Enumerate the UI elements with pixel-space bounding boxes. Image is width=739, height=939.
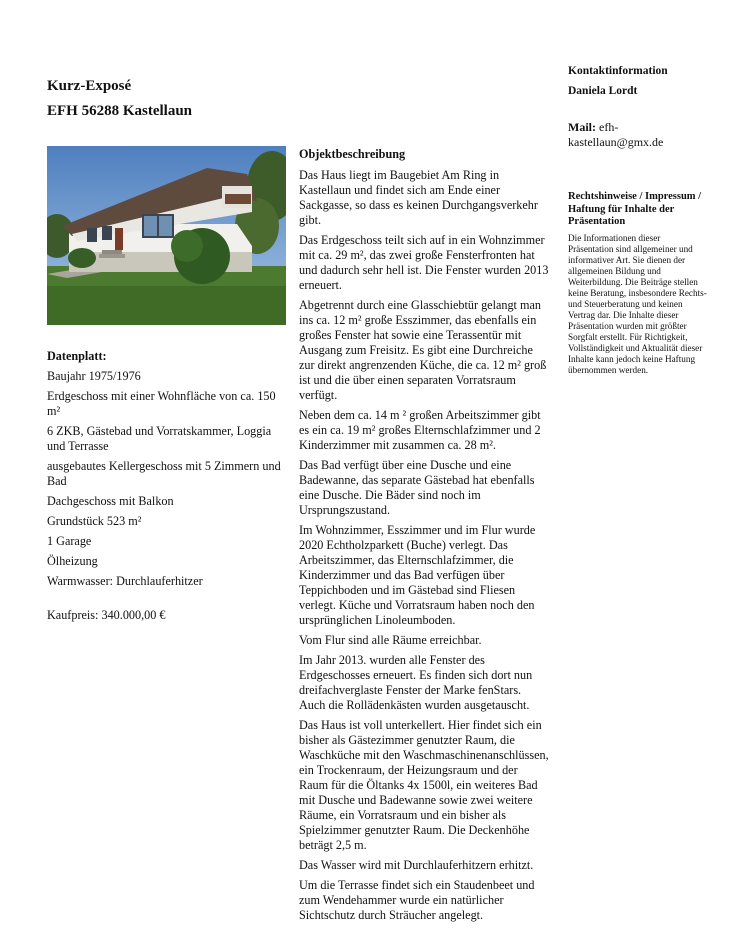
- objekt-heading: Objektbeschreibung: [299, 147, 406, 161]
- house-photo: [47, 146, 286, 325]
- datenplatt-item: Ölheizung: [47, 554, 98, 568]
- objekt-paragraph: Im Jahr 2013. wurden alle Fenster des Erdgeschosses erneuert. Es finden sich dort nun dreifachverglaste Fenster der Marke fenStars. Auch die Rollädenkästen wurden ausgetauscht.: [299, 653, 533, 712]
- document-subtitle: EFH 56288 Kastellaun: [47, 103, 193, 119]
- datenplatt-heading: Datenplatt:: [47, 349, 107, 363]
- objekt-paragraph: Um die Terrasse findet sich ein Staudenbeet und zum Wendehammer wurde ein natürlicher Sichtschutz durch Sträucher angelegt.: [299, 878, 535, 922]
- objekt-paragraph: Vom Flur sind alle Räume erreichbar.: [299, 633, 482, 647]
- legal-heading: Rechtshinweise / Impressum / Haftung für Inhalte der Präsentation: [568, 191, 702, 227]
- datenplatt-item: 6 ZKB, Gästebad und Vorratskammer, Loggia und Terrasse: [47, 424, 272, 453]
- mail-label: Mail:: [568, 120, 596, 134]
- objekt-paragraph: Abgetrennt durch eine Glasschiebtür gelangt man ins ca. 12 m² große Esszimmer, das ebenfalls ein großes Fenster hat sowie eine Terassentür mit Ausgang zum Freisitz. Es gibt eine Durchreiche zur direkt angrenzenden Küche, die ca. 12 m² groß ist und die über einen separaten Vorratsraum verfügt.: [299, 298, 547, 402]
- objektbeschreibung-section: [299, 147, 549, 928]
- legal-text: Die Informationen dieser Präsentation sind allgemeiner und informativer Art. Sie dienen der allgemeinen Bildung und Weiterbildung. Die Beiträge stellen keine Beratung, insbesondere Rechts- und Steuerberatung und keinen Vertrag dar. Die Inhalte dieser Präsentation wurden mit größter Sorgfalt erstellt. Für Richtigkeit, Vollständigkeit und Aktualität dieser Inhalte kann jedoch keine Haftung übernommen werden.: [568, 232, 707, 375]
- objekt-paragraph: Das Haus liegt im Baugebiet Am Ring in Kastellaun und findet sich am Ende einer Sackgasse, so dass es keinen Durchgangsverkehr gibt.: [299, 168, 538, 227]
- mail-address[interactable]: efh-kastellaun@gmx.de: [568, 120, 664, 149]
- datenplatt-item: Dachgeschoss mit Balkon: [47, 494, 174, 508]
- contact-mail: [568, 120, 708, 150]
- contact-name: Daniela Lordt: [568, 85, 638, 97]
- datenplatt-item: Baujahr 1975/1976: [47, 369, 141, 383]
- datenplatt-item: Grundstück 523 m²: [47, 514, 142, 528]
- datenplatt-item: Erdgeschoss mit einer Wohnfläche von ca. 150 m²: [47, 389, 276, 418]
- datenplatt-item: ausgebautes Kellergeschoss mit 5 Zimmern und Bad: [47, 459, 281, 488]
- datenplatt-item: 1 Garage: [47, 534, 92, 548]
- objekt-paragraph: Das Wasser wird mit Durchlauferhitzern erhitzt.: [299, 858, 534, 872]
- datenplatt-section: [47, 349, 287, 628]
- datenplatt-item: Warmwasser: Durchlauferhitzer: [47, 574, 203, 588]
- objekt-paragraph: Das Haus ist voll unterkellert. Hier findet sich ein bisher als Gästezimmer genutzter Raum, die Waschküche mit den Waschmaschinenanschlüssen, ein Trockenraum, der Heizungsraum und der Raum für die Öltanks 4x 1500l, ein weiteres Bad mit Dusche und Badewanne sowie zwei weitere Räume, ein Vorratsraum und ein bisher als Spielzimmer genutzter Raum. Die Deckenhöhe beträgt 2,5 m.: [299, 718, 549, 852]
- price: Kaufpreis: 340.000,00 €: [47, 608, 166, 622]
- objekt-paragraph: Neben dem ca. 14 m ² großen Arbeitszimmer gibt es ein ca. 19 m² großes Elternschlafzimmer und 2 Kinderzimmer mit zusammen ca. 28 m².: [299, 408, 541, 452]
- contact-heading: Kontaktinformation: [568, 65, 668, 77]
- objekt-paragraph: Das Erdgeschoss teilt sich auf in ein Wohnzimmer mit ca. 29 m², das zwei große Fensterfronten hat und dadurch sehr hell ist. Die Fenster wurden 2013 erneuert.: [299, 233, 549, 292]
- objekt-paragraph: Im Wohnzimmer, Esszimmer und im Flur wurde 2020 Echtholzparkett (Buche) verlegt. Das Arbeitszimmer, das Elternschlafzimmer, die Kinderzimmer und das Bad verfügen über Teppichboden und im Gästebad sind Fliesen verlegt. Küche und Vorratsraum haben noch den ursprünglichen Linoleumboden.: [299, 523, 536, 627]
- document-title: Kurz-Exposé: [47, 78, 132, 94]
- sidebar: [568, 64, 708, 376]
- objekt-paragraph: Das Bad verfügt über eine Dusche und eine Badewanne, das separate Gästebad hat ebenfalls eine Dusche. Die Bäder sind noch im Ursprungszustand.: [299, 458, 535, 517]
